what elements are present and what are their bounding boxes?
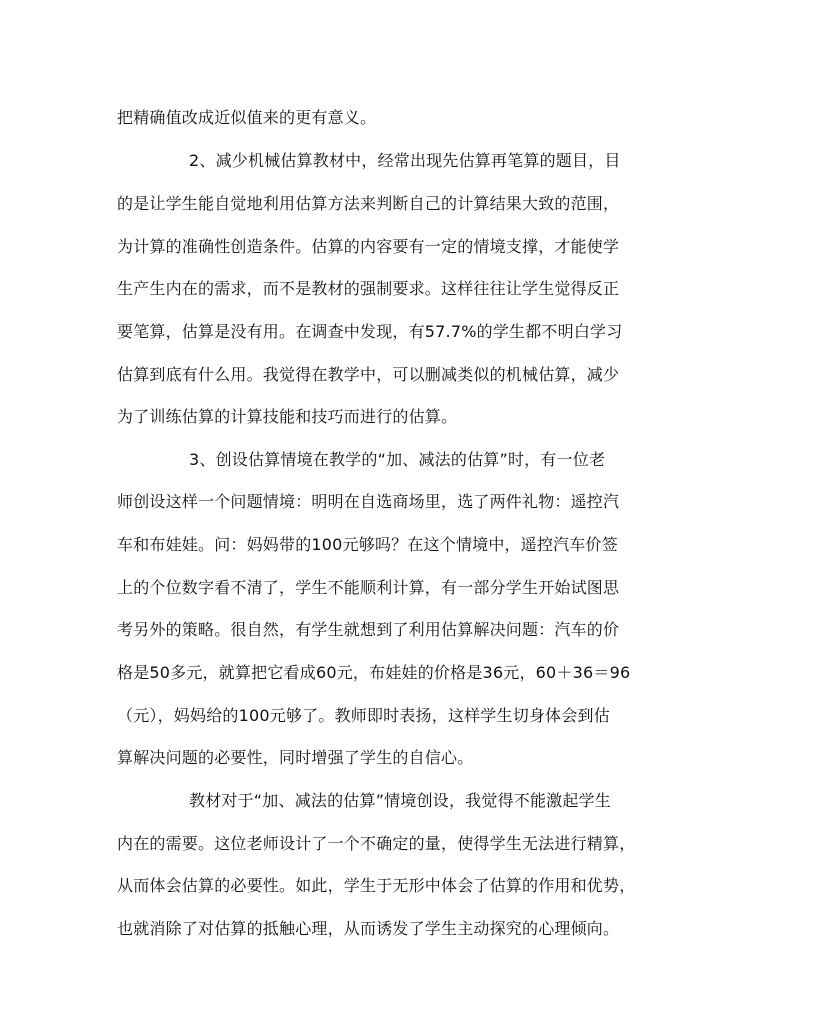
text-line: 把精确值改成近似值来的更有意义。 [117,108,377,127]
text-line: 考另外的策略。很自然，有学生就想到了利用估算解决问题：汽车的价 [117,620,620,639]
text-line: 从而体会估算的必要性。如此，学生于无形中体会了估算的作用和优势， [117,876,636,895]
text-line: 3、创设估算情境在教学的“加、减法的估算”时，有一位老 [189,450,606,469]
text-line: 生产生内在的需求，而不是教材的强制要求。这样往往让学生觉得反正 [117,279,620,298]
text-line: 为计算的准确性创造条件。估算的内容要有一定的情境支撑，才能使学 [117,237,620,256]
text-line: 格是50多元，就算把它看成60元，布娃娃的价格是36元，60＋36＝96 [117,663,631,682]
text-line: （元），妈妈给的100元够了。教师即时表扬，这样学生切身体会到估 [117,706,610,725]
text-line: 师创设这样一个问题情境：明明在自选商场里，选了两件礼物：遥控汽 [117,492,620,511]
text-line: 2、减少机械估算教材中，经常出现先估算再笔算的题目，目 [189,151,621,170]
text-line: 上的个位数字看不清了，学生不能顺利计算，有一部分学生开始试图思 [117,578,620,597]
text-line: 为了训练估算的计算技能和技巧而进行的估算。 [117,407,458,426]
text-line: 内在的需要。这位老师设计了一个不确定的量，使得学生无法进行精算， [117,834,636,853]
text-line: 估算到底有什么用。我觉得在教学中，可以删减类似的机械估算，减少 [117,365,620,384]
text-line: 也就消除了对估算的抵触心理，从而诱发了学生主动探究的心理倾向。 [117,919,620,938]
text-line: 的是让学生能自觉地利用估算方法来判断自己的计算结果大致的范围， [117,194,620,213]
text-line: 车和布娃娃。问：妈妈带的100元够吗？在这个情境中，遥控汽车价签 [117,535,618,554]
text-line: 要笔算，估算是没有用。在调查中发现，有57.7%的学生都不明白学习 [117,322,623,341]
text-line: 算解决问题的必要性，同时增强了学生的自信心。 [117,748,474,767]
text-line: 教材对于“加、减法的估算”情境创设，我觉得不能激起学生 [189,791,611,810]
